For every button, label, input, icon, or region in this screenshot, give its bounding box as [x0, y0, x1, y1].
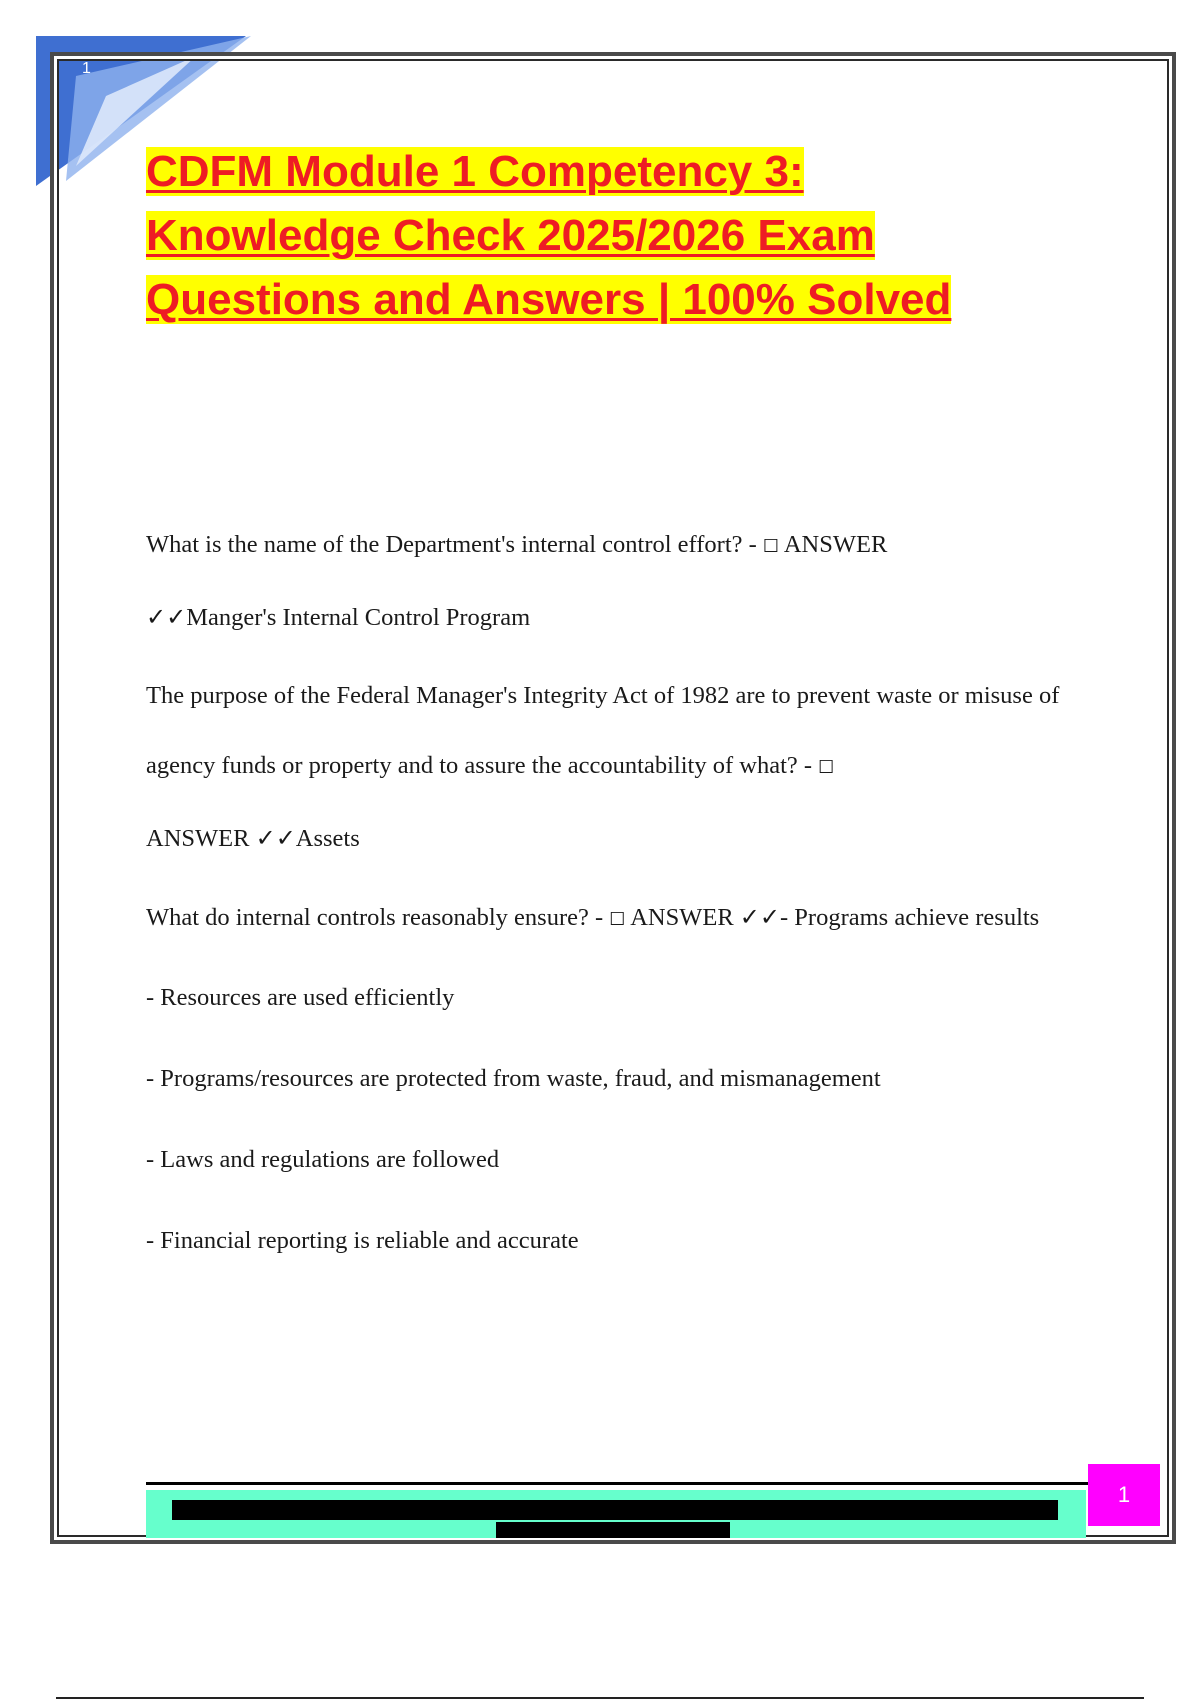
title-line-1: CDFM Module 1 Competency 3: [146, 147, 804, 196]
title-line-3: Questions and Answers | 100% Solved [146, 275, 952, 324]
answer-text: - Programs achieve results [780, 904, 1040, 931]
missing-glyph-box-icon: ☐ [818, 757, 835, 778]
answer-label: ANSWER [779, 531, 888, 558]
footer-bar-short [496, 1522, 730, 1538]
missing-glyph-box-icon: ☐ [609, 909, 626, 930]
footer-bar-wide [172, 1500, 1058, 1520]
footer-rule [146, 1482, 1090, 1485]
document-header [146, 140, 1106, 332]
list-item: - Programs/resources are protected from waste, fraud, and mismanagement [146, 1065, 881, 1092]
list-item: - Financial reporting is reliable and accurate [146, 1227, 579, 1254]
qa-item-2 [146, 661, 1106, 874]
question-text: What do internal controls reasonably ensure? - [146, 904, 610, 931]
double-check-icon: ✓✓ [146, 603, 187, 631]
list-item: - Resources are used efficiently [146, 984, 455, 1011]
double-check-icon: ✓✓ [739, 903, 780, 931]
missing-glyph-box-icon: ☐ [762, 536, 780, 557]
corner-page-number: 1 [82, 60, 91, 77]
footer-band [146, 1490, 1086, 1538]
answer-text: Assets [295, 825, 360, 852]
answer-label: ANSWER [625, 904, 740, 931]
qa-item-3 [146, 882, 1106, 955]
list-item: - Laws and regulations are followed [146, 1146, 500, 1173]
document-title [146, 140, 1106, 332]
double-check-icon: ✓✓ [255, 824, 296, 852]
page-number-badge: 1 [1088, 1464, 1160, 1526]
title-line-2: Knowledge Check 2025/2026 Exam [146, 211, 875, 260]
qa-item-1 [146, 510, 1106, 653]
question-text: What is the name of the Department's internal control effort? - [146, 531, 763, 558]
answer-text: Manger's Internal Control Program [186, 604, 531, 631]
document-body [146, 510, 1106, 1287]
answer-label: ANSWER [146, 825, 256, 852]
bottom-divider [56, 1697, 1144, 1699]
question-text: The purpose of the Federal Manager's Integrity Act of 1982 are to prevent waste or misuse of agency funds or property and to assure the accountability of what? - [146, 682, 1060, 779]
